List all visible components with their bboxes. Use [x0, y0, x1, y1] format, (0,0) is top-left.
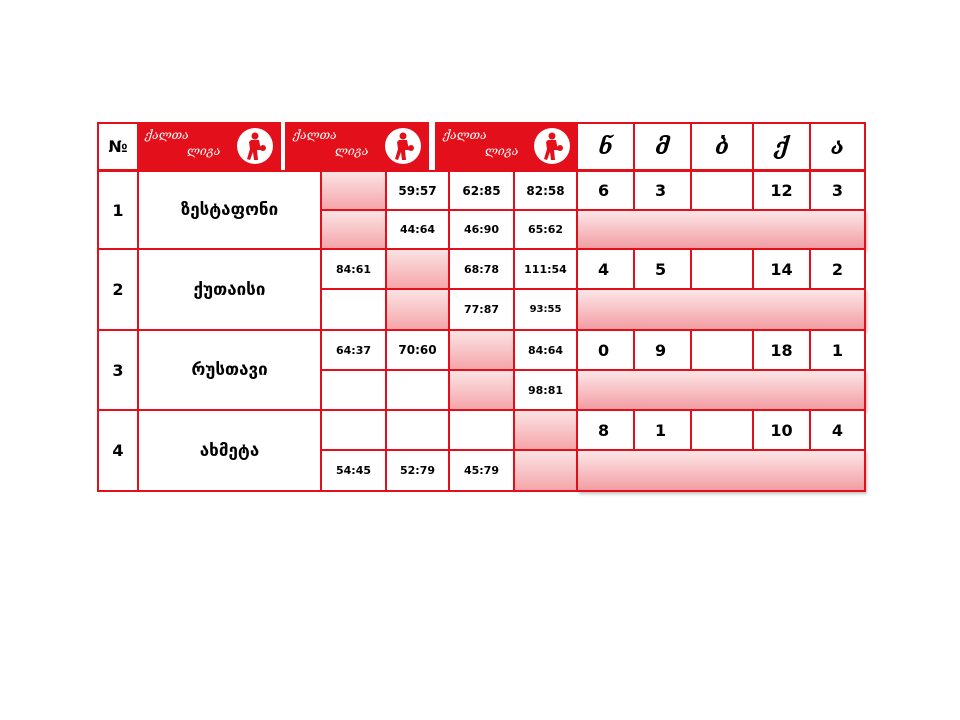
score-cell — [320, 409, 387, 451]
stat-losses: 5 — [633, 248, 692, 290]
score-cell-self — [448, 329, 515, 371]
score-cell: 45:79 — [448, 449, 515, 492]
league-logo-2 — [285, 122, 429, 171]
team-number: 2 — [97, 248, 139, 331]
score-cell: 68:78 — [448, 248, 515, 290]
score-cell: 98:81 — [513, 369, 578, 411]
score-cell: 59:57 — [385, 170, 450, 211]
score-cell-self — [513, 409, 578, 451]
team-name: რუსთავი — [137, 329, 322, 411]
stat-place: 4 — [809, 409, 866, 451]
logo-text-top: ქალთა — [443, 128, 487, 142]
stat-points: 14 — [752, 248, 811, 290]
league-logo-3 — [435, 122, 578, 171]
header-col-b: ბ — [690, 122, 754, 171]
score-cell-self — [320, 170, 387, 211]
score-cell-self — [320, 209, 387, 250]
header-col-points: ქ — [752, 122, 811, 171]
logo-text-bottom: ლიგა — [485, 144, 519, 158]
stats-filler — [578, 210, 866, 250]
team-number: 1 — [97, 170, 139, 250]
logo-text-top: ქალთა — [145, 128, 189, 142]
score-cell: 65:62 — [513, 209, 578, 250]
stat-points: 12 — [752, 170, 811, 211]
score-cell: 70:60 — [385, 329, 450, 371]
stat-wins: 4 — [576, 248, 635, 290]
score-cell: 44:64 — [385, 209, 450, 250]
stat-losses: 9 — [633, 329, 692, 371]
team-name: ქუთაისი — [137, 248, 322, 331]
stat-b — [690, 248, 754, 290]
stat-place: 1 — [809, 329, 866, 371]
league-logo-1 — [137, 122, 281, 171]
score-cell-self — [513, 449, 578, 492]
stat-b — [690, 409, 754, 451]
header-col-losses: მ — [633, 122, 692, 171]
team-name: ახმეტა — [137, 409, 322, 492]
score-cell: 82:58 — [513, 170, 578, 211]
score-cell — [448, 409, 515, 451]
header-col-wins: ნ — [576, 122, 635, 171]
score-cell-self — [385, 248, 450, 290]
score-cell: 111:54 — [513, 248, 578, 290]
stat-points: 18 — [752, 329, 811, 371]
stat-place: 3 — [809, 170, 866, 211]
score-cell: 46:90 — [448, 209, 515, 250]
score-cell: 84:64 — [513, 329, 578, 371]
basketball-player-icon — [385, 128, 421, 164]
stat-losses: 1 — [633, 409, 692, 451]
score-cell: 62:85 — [448, 170, 515, 211]
score-cell — [320, 288, 387, 331]
team-number: 3 — [97, 329, 139, 411]
stat-b — [690, 170, 754, 211]
score-cell: 52:79 — [385, 449, 450, 492]
team-name: ზესტაფონი — [137, 170, 322, 250]
score-cell: 93:55 — [513, 288, 578, 331]
team-number: 4 — [97, 409, 139, 492]
score-cell: 84:61 — [320, 248, 387, 290]
logo-text-top: ქალთა — [293, 128, 337, 142]
stat-place: 2 — [809, 248, 866, 290]
score-cell-self — [385, 288, 450, 331]
score-cell — [385, 409, 450, 451]
stat-points: 10 — [752, 409, 811, 451]
score-cell-self — [448, 369, 515, 411]
stats-filler — [578, 289, 866, 331]
score-cell: 54:45 — [320, 449, 387, 492]
score-cell — [385, 369, 450, 411]
stats-filler — [578, 370, 866, 411]
score-cell: 77:87 — [448, 288, 515, 331]
score-cell — [320, 369, 387, 411]
logo-text-bottom: ლიგა — [335, 144, 369, 158]
stats-filler — [578, 450, 866, 492]
score-cell: 64:37 — [320, 329, 387, 371]
stat-wins: 6 — [576, 170, 635, 211]
stat-b — [690, 329, 754, 371]
stat-losses: 3 — [633, 170, 692, 211]
stat-wins: 8 — [576, 409, 635, 451]
stat-wins: 0 — [576, 329, 635, 371]
basketball-player-icon — [237, 128, 273, 164]
basketball-player-icon — [534, 128, 570, 164]
header-col-place: ა — [809, 122, 866, 171]
logo-text-bottom: ლიგა — [187, 144, 221, 158]
number-header: № — [97, 122, 139, 171]
